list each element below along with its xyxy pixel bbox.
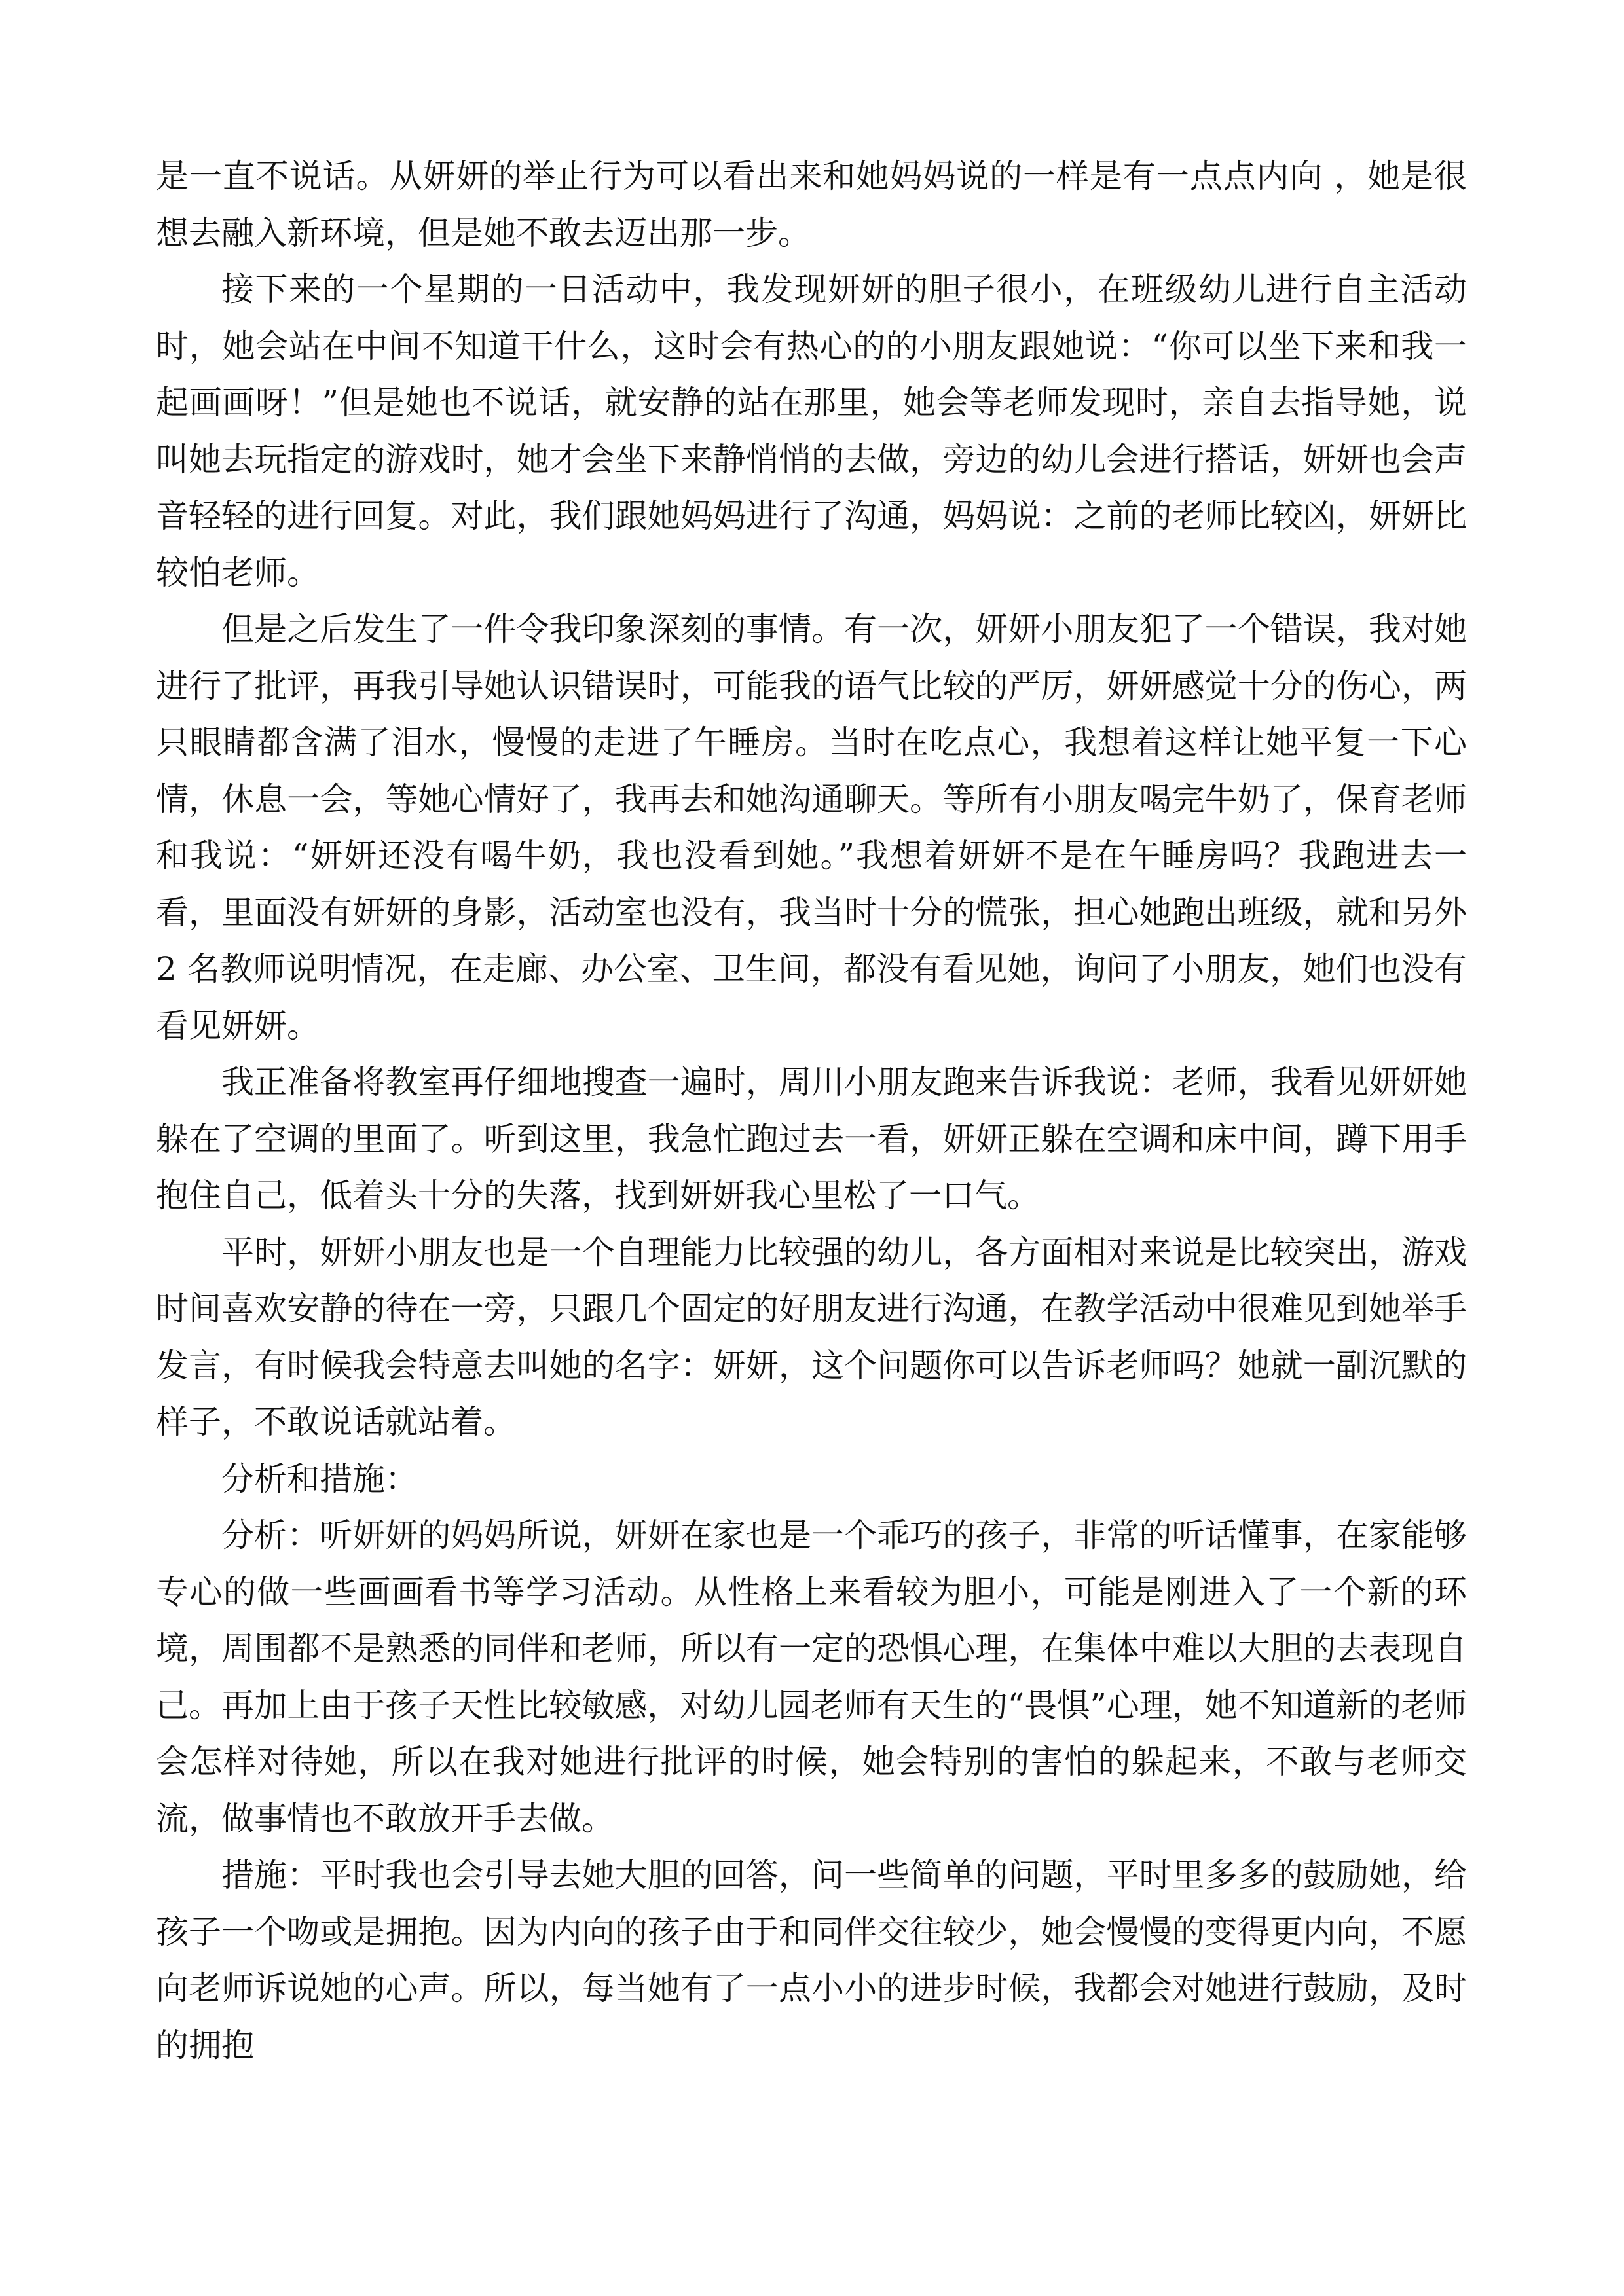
paragraph-first-week: 接下来的一个星期的一日活动中，我发现妍妍的胆子很小，在班级幼儿进行自主活动时，她会站在中间不知道干什么，这时会有热心的的小朋友跟她说：“你可以坐下来和我一起画画呀！”但是她也不说话，就安静的站在那里，她会等老师发现时，亲自去指导她，说叫她去玩指定的游戏时，她才会坐下来静悄悄的去做，旁边的幼儿会进行搭话，妍妍也会声音轻轻的进行回复。对此，我们跟她妈妈进行了沟通，妈妈说：之前的老师比较凶，妍妍比较怕老师。 — [156, 270, 1467, 592]
paragraph-analysis: 分析：听妍妍的妈妈所说，妍妍在家也是一个乖巧的孩子，非常的听话懂事，在家能够专心的做一些画画看书等学习活动。从性格上来看较为胆小，可能是刚进入了一个新的环境，周围都不是熟悉的同伴和老师，所以有一定的恐惧心理，在集体中难以大胆的去表现自己。再加上由于孩子天性比较敏感，对幼儿园老师有天生的“畏惧”心理，她不知道新的老师会怎样对待她，所以在我对她进行批评的时候，她会特别的害怕的躲起来，不敢与老师交流，做事情也不敢放开手去做。 — [156, 1516, 1467, 1838]
section-heading-analysis-measures: 分析和措施： — [221, 1459, 418, 1498]
paragraph-incident: 但是之后发生了一件令我印象深刻的事情。有一次，妍妍小朋友犯了一个错误，我对她进行了批评，再我引导她认识错误时，可能我的语气比较的严厉，妍妍感觉十分的伤心，两只眼睛都含满了泪水，慢慢的走进了午睡房。当时在吃点心，我想着这样让她平复一下心情，休息一会，等她心情好了，我再去和她沟通聊天。等所有小朋友喝完牛奶了，保育老师和我说：“妍妍还没有喝牛奶，我也没看到她。”我想着妍妍不是在午睡房吗？我跑进去一看，里面没有妍妍的身影，活动室也没有，我当时十分的慌张，担心她跑出班级，就和另外 2 名教师说明情况，在走廊、办公室、卫生间，都没有看见她，询问了小朋友，她们也没有看见妍妍。 — [156, 610, 1467, 1045]
paragraph-measures: 措施：平时我也会引导去她大胆的回答，问一些简单的问题，平时里多多的鼓励她，给孩子一个吻或是拥抱。因为内向的孩子由于和同伴交往较少，她会慢慢的变得更内向，不愿向老师诉说她的心声。所以，每当她有了一点小小的进步时候，我都会对她进行鼓励，及时的拥抱 — [156, 1856, 1467, 2064]
paragraph-daily-behavior: 平时，妍妍小朋友也是一个自理能力比较强的幼儿，各方面相对来说是比较突出，游戏时间喜欢安静的待在一旁，只跟几个固定的好朋友进行沟通，在教学活动中很难见到她举手发言，有时候我会特意去叫她的名字：妍妍，这个问题你可以告诉老师吗？她就一副沉默的样子，不敢说话就站着。 — [156, 1233, 1467, 1441]
document-body — [156, 148, 1467, 2073]
paragraph-continuation: 是一直不说话。从妍妍的举止行为可以看出来和她妈妈说的一样是有一点点内向 ，她是很想去融入新环境，但是她不敢去迈出那一步。 — [156, 157, 1467, 252]
paragraph-found: 我正准备将教室再仔细地搜查一遍时，周川小朋友跑来告诉我说：老师，我看见妍妍她躲在了空调的里面了。听到这里，我急忙跑过去一看，妍妍正躲在空调和床中间，蹲下用手抱住自己，低着头十分的失落，找到妍妍我心里松了一口气。 — [156, 1063, 1467, 1214]
